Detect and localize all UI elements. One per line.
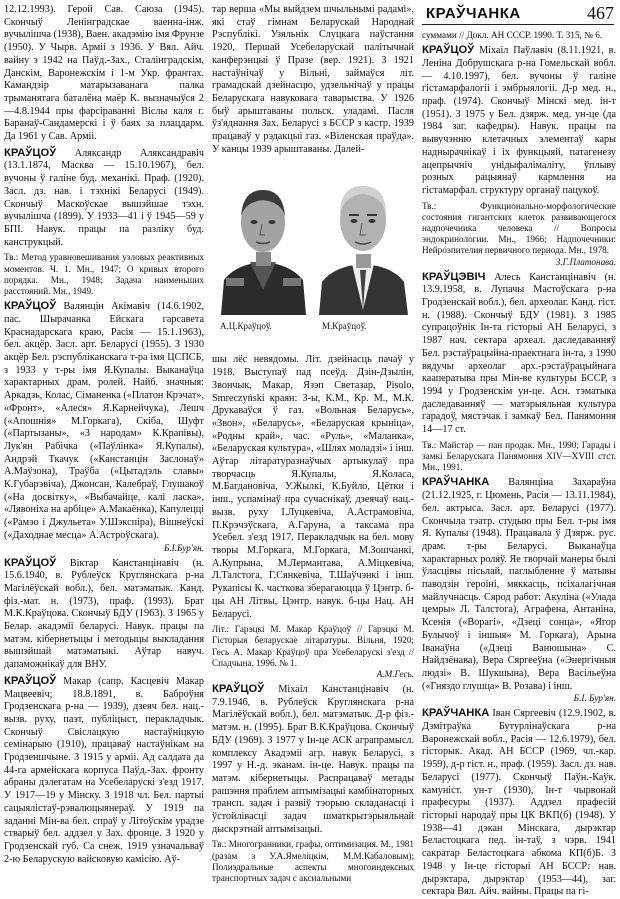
entry-works: Тв.: Многогранники, графы, оптимизация. М., 1981 (разам з У.А.Ямеліцкім, М.М.Кабаловым); Полиэдральные аспекты многоиндексных транспортных задач с аксиальными <box>212 839 414 884</box>
entry-headword: КРАЎЦОЎ <box>4 300 57 313</box>
entry-body: Аляксандр Аляксандравіч (13.1.1874, Масква — 15.10.1967), бел. вучоны ў галіне буд. механікі. Праф. (1920). Засл. дз. нав. і тэхнікі Беларусі (1949). Скончыў Маскоўскае вышэйшае тэхн. вучылішча (1899). У 1933—41 і ў 1945—59 у БПІ. Навук. працы па разліку буд. канструкцый. <box>4 147 204 248</box>
portrait-photo-military <box>216 160 311 315</box>
author-signature: Б.І. Бур'ян. <box>573 693 616 704</box>
works-text: Тв.: Функционально-морфологические состояния гигантских клеток развивающегося надпочечника человека // Вопросы эндокринологии. Мн., 1966; Надпочечники: Нейроэпителия первичного периода. Мн., 1978. <box>422 200 616 256</box>
portrait-civilian-image <box>316 160 411 315</box>
entry-headword: КРАЎЦОЎ <box>422 44 475 57</box>
entry-works <box>422 201 616 268</box>
entry-headword: КРАЎЦОЎ <box>4 674 57 687</box>
portrait-military-image <box>216 160 311 315</box>
entry-body: Іван Сяргеевіч (12.9.1902, в. Дзмітраўка Бутурлінаўскага р-на Варонежскай вобл., Расія — 12.6.1979), бел. гісторык. Акад. АН БССР (1969, чл.-кар. 1959), д-р гіст. н., праф. (1959). Засл. дз. нав. Беларусі (1977). Скончыў Паўн.-Каўк. камуніст. ун-т (1930), Ін-т чырвонай прафесуры (1937). Аддзел прафесій гісторыі народаў пры ЦК ВКП(б) (1948). У 1938—41 дэкан Мінскага, дырэктар Беластоцкага пед. ін-таў, з чэрв. 1941 сакратар Беластоцкага абкома КП(б)Б. З 1948 у Ін-це гісторыі АН БССР: нав. дырэктара, дырэктар (1953—44), заг. сектара Вял. Айч. вайны. Працы па гі- <box>422 708 617 898</box>
entry-body: Валянціна Захараўна (21.12.1925, г. Цюмень, Расія — 13.11.1984), бел. актрыса. Засл. арт. Беларусі (1977). Скончыла тэатр. студыю пры Бел. т-ры імя Я. Купалы (1948). Працавала ў Дзярж. рус. драм. т-ры Беларусі. Выканаўца характарных роляў. Яе творчай манеры былі ўласцівы пісьлай, паглыбленне ў матывы паводзін героіні, мяккасць, псіхалагічная майлучнасць. Сярод работ: Акуліна («Улада цемры» Л. Талстога), Аграфена, Антаніна, Ксенія («Ворагі», «Дзеці сонца», «Ягор Булычоў і іншыя» М. Горкага), Арына Іванаўна («Дзеці Ванюшына» С. Найдзёнава), Вера Сяргееўна («Энергічныя людзі» В. Шукшына), Вера Васільеўна («Гняздо глушца» В. Розава) і інш. <box>422 477 616 692</box>
entry-headword: КРАЎЦОЎ <box>212 683 265 696</box>
entry-continuation: 12.12.1993). Герой Сав. Саюза (1945). Скончыў Ленінградскае ваенна-інж. вучылішча (1938), Ваен. акадэмію імя Фрунзе (1950). У Чырв. Арміі з 1936. У Вял. Айч. вайну з 1942 на Паўд.-Зах., Сталінградскім, Данскім, Варонежскім і 1-м Укр. франтах. Камандзір матарызаванага палка трыманятага баталёна маёр К. вызначыўся 2—4.8.1944 пры фарсіраванні Віслы каля г. Баранаў-Сандамерскі і ў баях за плацдарм. Да 1961 у Сав. Арміі. <box>4 4 204 143</box>
entry-body: Віктар Канстанцінавіч (н. 15.6.1940, в. Рублеўск Круглянскага р-на Магілёўскай вобл.), бел. матэматык. Канд. фіз.-мат. н. (1973), праф. (1993). Брат М.К.Краўцова. Скончыў БДУ (1963). З 1965 у Белар. акадэміі беларусі. Навук. працы па матэм. кібернетыцы і методыцы выкладання вышэйшай матэматыкі. Аўтар навуч. дапаможнікаў для ВНУ. <box>4 557 204 671</box>
entry-headword: КРАЎЦЭВІЧ <box>422 270 486 283</box>
entry-body: Міхаіл Паўлавіч (8.11.1921, в. Леніна Добрушскага р-на Гомельскай вобл. — 4.10.1997), бел. вучоны ў галіне гістамарфалогіі і эмбрыялогіі. Д-р мед. н., праф. (1974). Скончыў Мінскі мед. ін-т (1951). З 1975 у Бел. дзярж. мед. ун-це (да 1984 заг. кафедры). Навук. працы па вывучэнню клетачных элементаў кары наднырачнікаў і іх функцыяй, патагенезу ацепрычніч унідыфалімаліту, ўплыву розных рацыянаў кармлення на гістамарфал. структуру органаў пацукоў. <box>422 45 617 196</box>
author-signature: А.М.Гесь. <box>376 669 414 680</box>
entry-kraucou-mikhail-k <box>212 683 414 836</box>
entry-headword: КРАЎЧАНКА <box>422 476 490 489</box>
entry-body: Алесь Канстанцінавіч (н. 13.9.1958, в. Лупачы Мастоўскага р-на Гродзенскай вобл.), бел. археолаг. Канд. гіст. н. (1988). Скончыў БДУ (1981). З 1985 супрацоўнік Ін-та гісторыі АН Беларусі, з 1987 нач. сектара археал. даследаванняў Бел. рэстаўрацыйна-праектнага ін-та, з 1990 вядучы археолаг арх.-рэстаўрацыйнага кааператыва пры Мін-ве культуры БССР, з 1994 у Гродзенскім ун-це. Асн. тэматыка даследаванняў — матэрыяльная культура гарадоў, мястэчак і замкаў Бел. Панямоння 14—17 ст. <box>422 271 616 436</box>
literature-text: Літ.: Гарэцкі М. Макар Краўцоў // Гарэцкі М. Гісторыя беларускае літаратуры. Вільня, 1920; Гесь А. Макар Краўцоў пра Усебеларускі з'езд // Спадчына. 1996. № 1. <box>212 624 414 668</box>
entry-kraucou-makar <box>4 675 204 867</box>
author-signature: З.Г.Платонава. <box>555 256 616 267</box>
entry-kraucou-valiancin <box>4 300 204 553</box>
column-right <box>422 30 617 898</box>
entry-continuation: тар верша «Мы выйдзем шчыльнымі радамі», які стаў гімнам Беларускай Народнай Рэспублікі. Узяльнік Слуцкага паўстання 1920, Першай Усебеларускай палітычнай канферэнцыі ў Празе (вер. 1921). З 1921 настаўнічаў у Вільні, займаўся літ. грамадскай дзейнасцю, удзельнічаў у працы Беларускага навуковага таварыства. У 1926 быў арыштаваны польск. уладамі. Пасля ўз'яднання Зах. Беларусі з БССР з кастр. 1939 працаваў у рэдакцыі газ. «Віленская праўда». У канцы 1939 арыштаваны. Далей- <box>212 4 414 155</box>
column-middle <box>212 4 415 884</box>
portrait-photos <box>212 160 414 350</box>
entry-krauchanka-valiancina <box>422 476 616 704</box>
photo-caption: М.Краўцоў. <box>322 321 367 332</box>
author-signature: Б.І.Бур'ян. <box>163 542 204 553</box>
entry-headword: КРАЎЦОЎ <box>4 556 57 569</box>
column-left <box>4 4 205 865</box>
entry-krauchanka-ivan <box>422 707 616 899</box>
entry-works: Тв.: Метод уравновешивания узловых реактивных моментов. Ч. 1. Мн., 1947; О кривых второго порядка. Мн., 1948; Задача наименьших расстояний. Мн., 1949. <box>4 252 204 296</box>
entry-headword: КРАЎЧАНКА <box>422 707 490 720</box>
entry-kraucou-viktar <box>4 557 204 672</box>
entry-krauceuich-ales <box>422 271 616 437</box>
running-head: КРАЎЧАНКА <box>426 5 521 22</box>
entry-body: Макар (сапр. Касцевіч Макар Мацвеевіч; 18.8.1891, в. Баброўня Гродзенскага р-на — 1939), дзеяч бел. нац.-вызв. руху, паэт, публіцыст, перакладчык. Скончыў Свіслацкую настаўніцкую семінарыю (1910), працаваў настаўнікам на Гродзеншчыне. З 1915 у арміі. Ад салдата да 44-га армейскага корпуса Паўд.-Зах. фронту абраны дэлегатам на Усебеларускі з'езд 1917. У 1917—19 у Мінску. З 1918 чл. Бел. партыі сацыялістаў-рэвалюцыянераў. У 1919 па заданні Мін-ва бел. спраў у Літоўскім урадзе стварыў бел. аддзел у Зах. фронце. З 1920 у Гродзенскай губ. Са снеж. 1919 узначальваў 2-ю Беларускую вайсковую камісію. Аў- <box>4 675 204 865</box>
entry-continuation: суммами // Докл. АН СССР. 1990. Т. 315, № 6. <box>422 30 603 40</box>
entry-headword: КРАЎЦОЎ <box>4 146 57 159</box>
entry-works: Тв.: Майстар — пан продак. Мн., 1990; Гарады і замкі Беларускага Панямоння XIV—XVIII стст. Мн., 1991. <box>422 439 616 473</box>
photo-caption: А.Ц.Краўцоў. <box>220 321 272 332</box>
page-number: 467 <box>587 3 614 23</box>
page-header <box>422 3 614 25</box>
entry-kraucou-mikhail-p <box>422 44 616 197</box>
entry-continuation: шы лёс невядомы. Літ. дзейнасць пачаў у 1918. Выступаў пад псеўд. Дзін-Дзылін, Звончык, Макар, Язэп Светазар, Pisolo, Smreczyński краян: З-ы, К.М., Кр. М., М.К. Друкаваўся ў газ. «Вольная Беларусь», «Звон», «Беларусь», «Беларуская крыніца», «Родны край», час. «Руль», «Маланка», «Беларуская культура», «Шлях моладзі» і інш. Аўтар літаратуразнаўчых артыкулаў пра творчасць Я.Купалы, Я.Коласа, М.Багдановіча, У.Жылкі, К.Буйло, Цётки і інш., успамінаў пра сучаснікаў, дзеячаў нац.-вызв. руху І.Луцкевіча, А.Астрамовіча, П.Крэчэўскага, А.Гаруна, а таксама пра Усебел. з'езд 1917. Перакладчык на бел. мову творы М.Горкага, М.Горкага, М.Зошчанкі, А.Купрына, М.Лермантава, А.Міцкевіча, Л.Талстога, Г.Сянкевіча, Т.Шаўчэнкі і інш. Рукапісы К. часткова зберагаюцца ў Цэнтр. б-цы АН Літвы, Цэнтр. навук. б-цы Нац. АН Беларусі. <box>212 354 414 620</box>
entry-kraucou-aliaksandr <box>4 147 204 250</box>
portrait-photo-civilian <box>316 160 411 315</box>
entry-body: Міхаіл Канстанцінавіч (н. 7.9.1946, в. Рублеўск Круглянскага р-на Магілёўскай вобл.), бел. матэматык. Д-р фіз.-матэм. н. (1995). Брат В.К.Краўцова. Скончыў БДУ (1969). З 1977 у Ін-це АСК аграпрамысл. комплексу Акадэміі агр. навук Беларусі, з 1997 у Н.-д. эканам. ін-це. Навук. працы па матэм. кібернетыцы. Распрацаваў метады рашэння праблем аптымізацыі камбінаторных трансп. задач і развіў тэорыю складанасці і ўстойлівасці задач шматкрытэрыяльнай дыскрэтнай аптымізацыі. <box>212 684 415 835</box>
entry-body: Валянцін Акімавіч (14.6.1902, пас. Шырачанка Ейскага гарсавета Краснадарскага краю, Расія — 15.1.1963), бел. акцёр. Засл. арт. Беларусі (1955). З 1930 акцёр Бел. рэспубліканскага т-ра імя ЦСПСБ, з 1933 у т-ры імя Я.Купалы. Выканаўца характарных драм. ролей. Найб. значныя: Аркадзь, Колас, Сіманенка («Платон Крэчат», «Фронт», «Алеся» Я.Карнейчука), Лешч («Апошнія» М.Горкага), Скіба, Шуфт («Партызаны», «З народам» К.Крапівы), Лук'ян Рабічка («Паўлінка» Я.Купалы), Андрэй Ткачук («Канстанцін Заслонаў» А.Маўзона), Траўба («Цытадэль славы» К.Губарэвіча), Джонсан, Калебраў, Глушакоў («На досвітку», «Выбачайце, калі ласка», «Лявоніха на арбіце» А.Макаёнка), Капулецці («Рамэо і Джульета» У.Шэкспіра), Вішнеўскі («Даходнае месца» А.Астроўскага). <box>4 301 205 541</box>
literature-references <box>212 624 414 680</box>
